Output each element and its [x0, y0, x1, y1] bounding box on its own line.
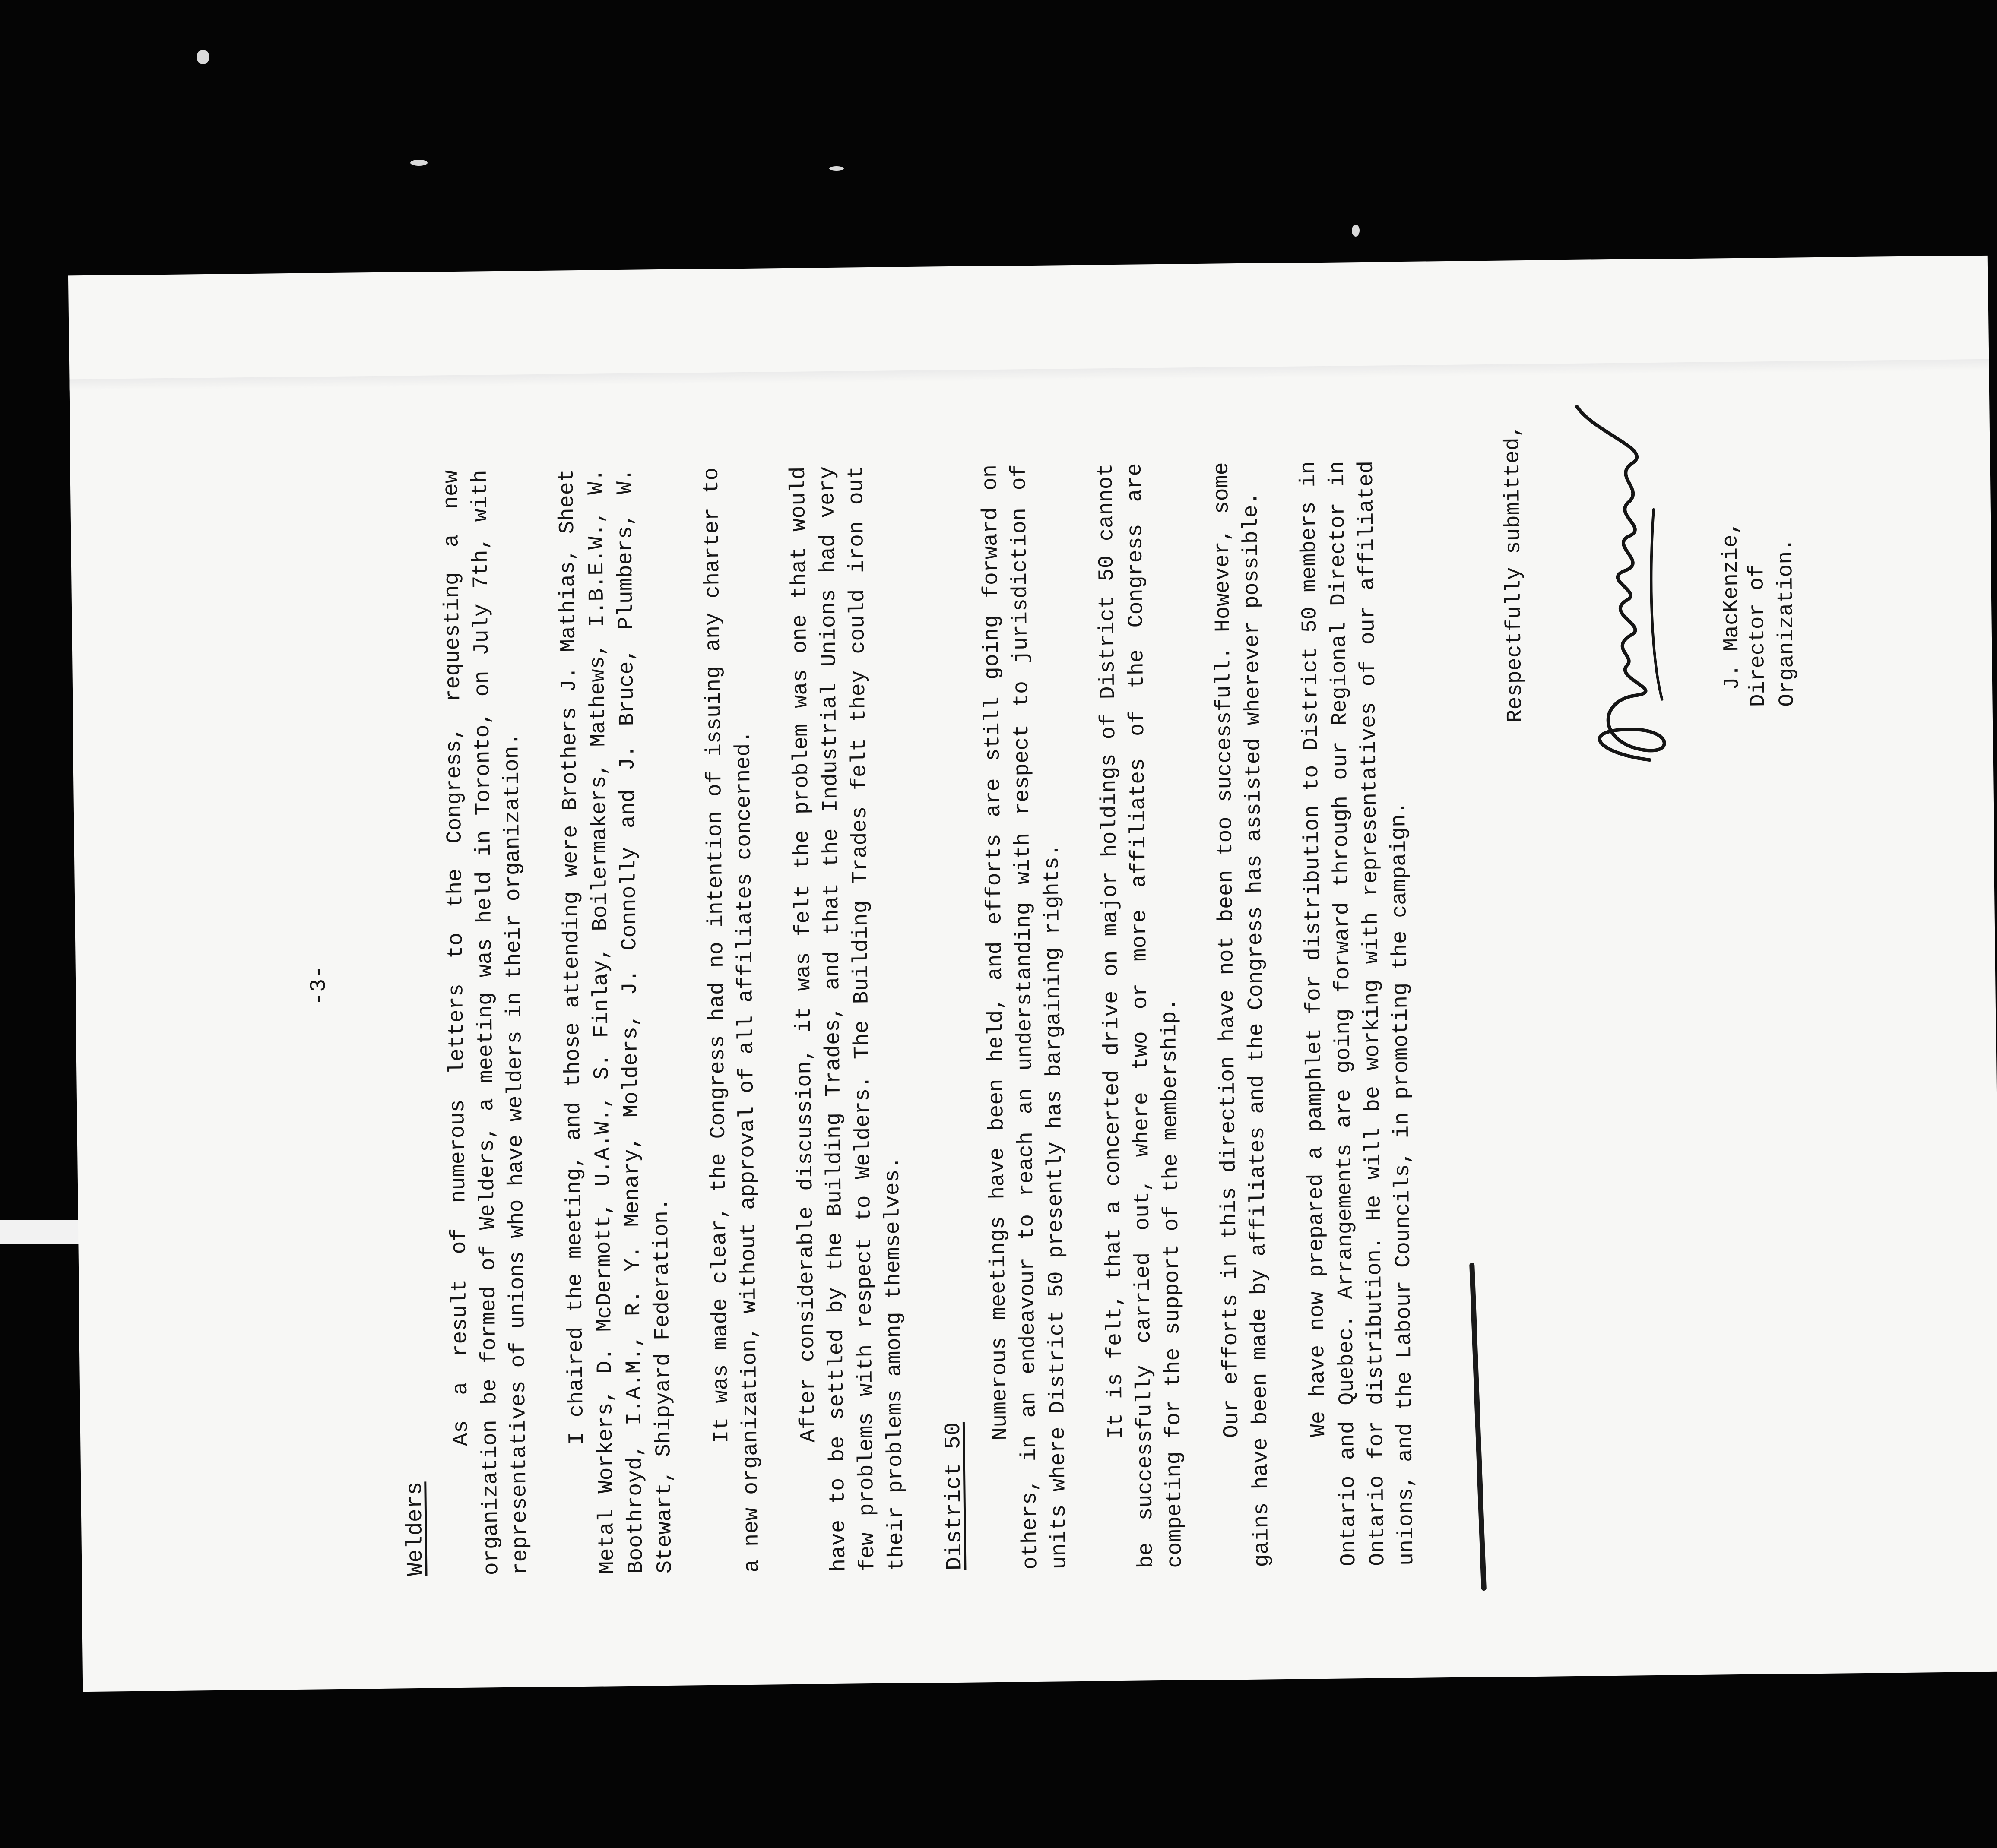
- signature-block: [1560, 388, 1800, 778]
- district-50-paragraph-1: Numerous meetings have been held, and efforts are still going forward on others, in an endeavour to reach an understanding with respect to jurisdiction of units where District 50 presently has bargaining rights.: [978, 464, 1072, 1570]
- section-heading-welders: Welders: [402, 1481, 429, 1576]
- letter-body: [390, 460, 1451, 1576]
- district-50-paragraph-4: We have now prepared a pamphlet for distribution to District 50 members in Ontario and Quebec. Arrangements are going forward through our Regional Director in Ontario for distribution. He will be working with representatives of our affiliated unions, and the Labour Councils, in promoting the campaign.: [1296, 460, 1420, 1566]
- welders-paragraph-3: It was made clear, the Congress had no intention of issuing any charter to a new organization, without approval of all affiliates concerned.: [699, 467, 765, 1573]
- dust-speck: [1352, 225, 1360, 237]
- signer-title: Director of Organization.: [1745, 538, 1800, 707]
- closing-salutation: Respectfully submitted,: [1500, 424, 1528, 723]
- section-heading-district-50: District 50: [940, 1422, 968, 1571]
- scanned-page: [68, 256, 1997, 1692]
- rotated-letter: [198, 301, 1819, 1656]
- margin-pen-stroke: [1469, 1263, 1487, 1591]
- welders-paragraph-4: After considerable discussion, it was felt the problem was one that would have to be settled by the Building Trades, and that the Industrial Unions had very few problems with respect to Welders. The Building Trades felt they could iron out their problems among themselves.: [786, 465, 910, 1572]
- signer-name: J. MacKenzie,: [1718, 521, 1745, 690]
- welders-paragraph-1: As a result of numerous letters to the Congress, requesting a new organization be formed of Welders, a meeting was held in Toronto, on July 7th, with representatives of unions who have welders in their organization.: [439, 470, 533, 1576]
- closing-block: [1498, 291, 1544, 723]
- handwritten-signature-icon: [1560, 388, 1693, 778]
- dust-speck: [197, 50, 209, 64]
- page-number: -3-: [306, 965, 332, 1006]
- dust-speck: [829, 166, 844, 171]
- dust-speck: [410, 160, 428, 166]
- district-50-paragraph-3: Our efforts in this direction have not been too successfull. However, some gains have been made by affiliates and the Congress has assisted wherever possible.: [1209, 462, 1275, 1567]
- district-50-paragraph-2: It is felt, that a concerted drive on major holdings of District 50 cannot be successfully carried out, where two or more affiliates of the Congress are competing for the support of the membership.: [1094, 463, 1188, 1569]
- welders-paragraph-2: I chaired the meeting, and those attending were Brothers J. Mathias, Sheet Metal Workers, D. McDermott, U.A.W., S. Finlay, Boilermakers, Mathews, I.B.E.W., W. Boothroyd, I.A.M., R. Y. Menary, Molders, J. Connolly and J. Bruce, Plumbers, W. Stewart, Shipyard Federation.: [555, 468, 678, 1574]
